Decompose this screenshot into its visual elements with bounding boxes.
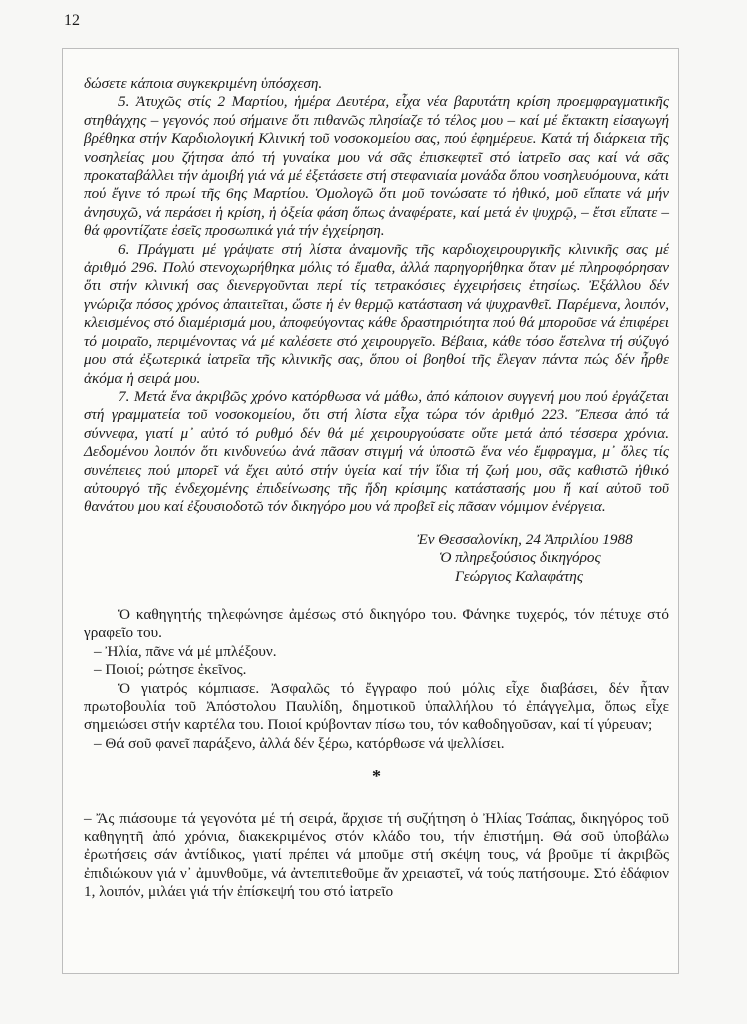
signature-role: Ὁ πληρεξούσιος δικηγόρος xyxy=(439,549,601,567)
page-number: 12 xyxy=(64,12,80,29)
letter-signature xyxy=(417,531,669,586)
narrative-paragraph: – Ἄς πιάσουμε τά γεγονότα μέ τή σειρά, ἄρχισε τή συζήτηση ὁ Ἠλίας Τσάπας, δικηγόρος τοῦ καθηγητῆ ἀπό χρόνια, διακεκριμένος στόν κλάδο του, τήν ἐπιστήμη. Θά σοῦ ὑποβάλω ἐρωτήσεις σάν ἀντίδικος, γιατί πρέπει νά μποῦμε στή σκέψη τους, νά βροῦμε τί ἀκριβῶς ἐπιδιώκουν γιά ν᾽ ἀμυνθοῦμε, νά ἀντεπιτεθοῦμε ἄν χρειαστεῖ, νά τούς πατήσουμε. Στό ἐδάφιον 1, λοιπόν, μιλάει γιά τήν ἐπίσκεψή του στό ἰατρεῖο xyxy=(84,809,669,901)
signature-name: Γεώργιος Καλαφάτης xyxy=(455,567,583,585)
letter-paragraph: δώσετε κάποια συγκεκριμένη ὑπόσχεση. xyxy=(84,75,323,92)
narrative-paragraph: Ὁ γιατρός κόμπιασε. Ἀσφαλῶς τό ἔγγραφο πού μόλις εἶχε διαβάσει, δέν ἦταν πρωτοβουλία τοῦ Ἀπόστολου Παυλίδη, δημοτικοῦ ὑπαλλήλου τό ἐπάγγελμα, ὅπως εἶχε σημειώσει στήν καρτέλα του. Ποιοί κρύβονταν πίσω του, τόν καθοδηγοῦσαν, καί τί γύρευαν; xyxy=(84,679,669,734)
narrative-continuation xyxy=(84,810,669,902)
page-content xyxy=(84,75,669,902)
letter-body xyxy=(84,75,669,517)
letter-paragraph: 6. Πράγματι μέ γράψατε στή λίστα ἀναμονῆς τῆς καρδιοχειρουργικῆς κλινικῆς σας μέ ἀριθμό 296. Πολύ στενοχωρήθηκα μόλις τό ἔμαθα, ἀλλά παρηγορήθηκα ὅταν μέ πληροφόρησαν ὅτι στήν κλινική σας διενεργοῦνται περί τίς τετρακόσιες ἐγχειρήσεις ἐτησίως. Ἐξάλλου δέν γνώριζα πόσος χρόνος ἀπαιτεῖται, ὥστε ἡ ἐν θερμῷ κατάσταση νά ψυχρανθεῖ. Παρέμενα, λοιπόν, κλεισμένος στό διαμέρισμά μου, ἀποφεύγοντας κάθε δραστηριότητα πού θά μποροῦσε νά ἐπιφέρει τό μοιραῖο, περιμένοντας νά μέ καλέσετε στό χειρουργεῖο. Βέβαια, κάθε τόσο ἔστελνα τή σύζυγό μου στά ἐξωτερικά ἰατρεῖα τῆς κλινικῆς σας, ὅπου οἱ βοηθοί τῆς ἔλεγαν πάντα πώς δέν ἦρθε ἀκόμα ἡ σειρά μου. xyxy=(84,240,669,387)
dialogue-line: – Ἠλία, πᾶνε νά μέ μπλέξουν. xyxy=(94,642,277,660)
signature-place-date: Ἐν Θεσσαλονίκη, 24 Ἀπριλίου 1988 xyxy=(417,530,633,548)
section-separator: * xyxy=(372,766,381,787)
letter-paragraph: 5. Ἀτυχῶς στίς 2 Μαρτίου, ἡμέρα Δευτέρα, εἶχα νέα βαρυτάτη κρίση προεμφραγματικῆς στηθάγχης – γεγονός πού σήμαινε ὅτι πιθανῶς πλησίαζε τό τέλος μου – καί μέ ἔκτακτη εἰσαγωγή βρέθηκα στήν Καρδιολογική Κλινική τοῦ νοσοκομείου σας, πού ἐφημέρευε. Κατά τή διάρκεια τῆς νοσηλείας μου ζήτησα ἀπό τή γυναίκα μου νά σᾶς ἐπισκεφτεῖ στό ἰατρεῖο σας καί νά σᾶς προκαταβάλλει τήν ἀμοιβή γιά νά μέ ἐξετάσετε στή στεφανιαία μονάδα ὅπου νοσηλευόμουνα, κάτι πού ἔγινε τό πρωί τῆς 6ης Μαρτίου. Ὁμολογῶ ὅτι μοῦ τονώσατε τό ἠθικό, μοῦ εἴπατε νά μήν ἀνησυχῶ, νά περάσει ἡ κρίση, ἡ ὀξεία φάση ὅπως ἀναφέρατε, καί μετά ἐν ψυχρῷ, – ἔτσι εἴπατε – θά φροντίζατε ἐσεῖς προσωπικά γιά τήν ἐγχείρηση. xyxy=(84,93,669,240)
dialogue-line: – Ποιοί; ρώτησε ἐκεῖνος. xyxy=(94,661,247,679)
narrative-body xyxy=(84,606,669,753)
narrative-paragraph: Ὁ καθηγητής τηλεφώνησε ἀμέσως στό δικηγόρο του. Φάνηκε τυχερός, τόν πέτυχε στό γραφεῖο του. xyxy=(84,605,669,642)
letter-paragraph: 7. Μετά ἕνα ἀκριβῶς χρόνο κατόρθωσα νά μάθω, ἀπό κάποιον συγγενή μου πού ἐργάζεται στή γραμματεία τοῦ νοσοκομείου, ὅτι στή λίστα εἶχα τώρα τόν ἀριθμό 223. Ἔπεσα ἀπό τά σύννεφα, γιατί μ᾽ αὐτό τό ρυθμό δέν θά μέ χειρουργούσατε οὔτε μετά ἀπό τέσσερα χρόνια. Δεδομένου λοιπόν ὅτι κινδυνεύω ἀνά πᾶσαν στιγμή νά ὑποστῶ ἕνα νέο ἔμφραγμα, μ᾽ ὅλες τίς συνέπειες πού μπορεῖ νά ἔχει αὐτό στήν ὑγεία καί τήν ἴδια τή ζωή μου, σᾶς καθιστῶ ἠθικό αὐτουργό τῆς ἐνδεχομένης ἐπιδείνωσης τῆς ἤδη κρίσιμης κατάστασής μου ἤ καί αὐτοῦ τοῦ θανάτου μου καί ἐξουσιοδοτῶ τόν δικηγόρο μου νά προβεῖ εἰς πᾶσαν νόμιμον ἐνέργεια. xyxy=(84,387,669,516)
dialogue-line: – Θά σοῦ φανεῖ παράξενο, ἀλλά δέν ξέρω, κατόρθωσε νά ψελλίσει. xyxy=(94,734,505,752)
